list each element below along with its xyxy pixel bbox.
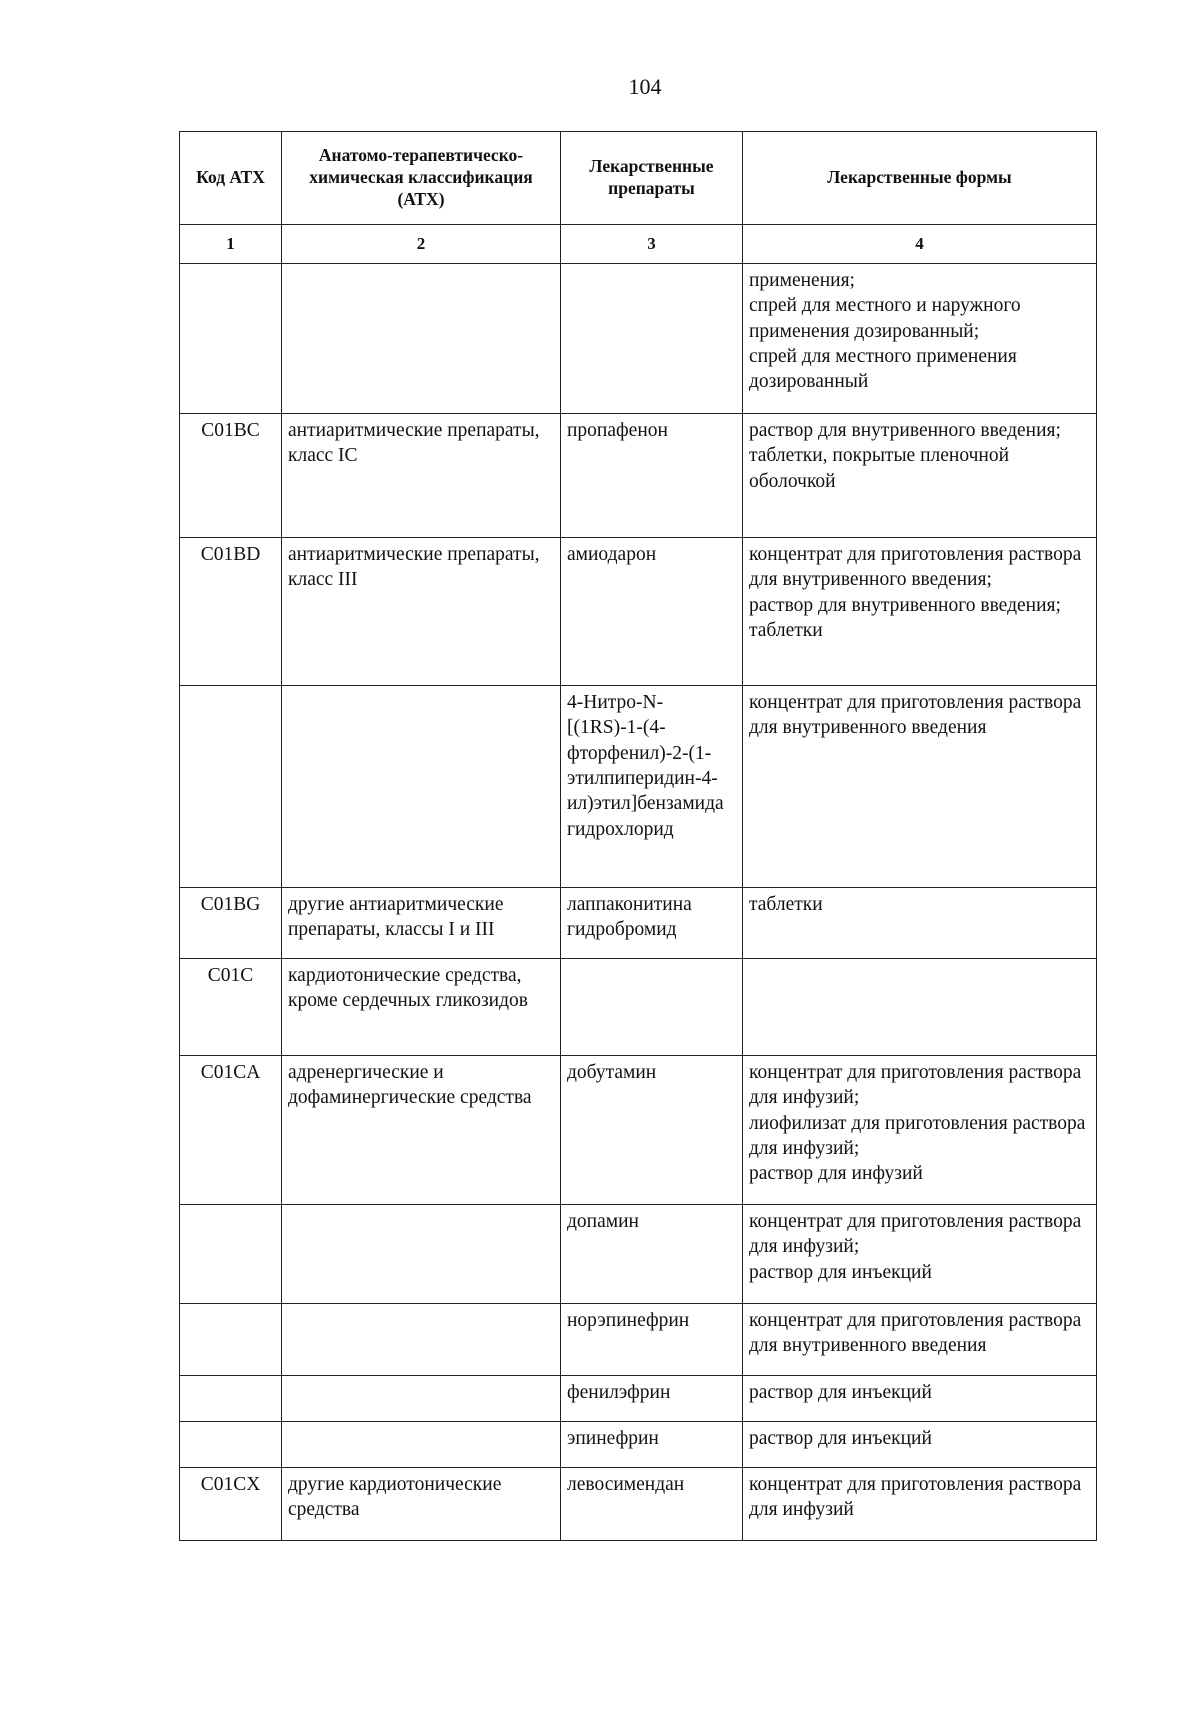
dosage-form-line: концентрат для приготовления раствора для внутривенного введения; bbox=[749, 544, 1082, 591]
atx-code-cell: C01C bbox=[180, 959, 282, 1056]
dosage-form-line: таблетки bbox=[749, 894, 823, 916]
drug-cell: допамин bbox=[561, 1205, 743, 1304]
column-number-row bbox=[180, 225, 1097, 264]
dosage-form-line: спрей для местного применения дозированный bbox=[749, 346, 1017, 393]
atx-code-cell bbox=[180, 1376, 282, 1422]
dosage-forms-cell bbox=[743, 1376, 1097, 1422]
atx-code-cell: C01BD bbox=[180, 538, 282, 686]
drug-cell bbox=[561, 959, 743, 1056]
classification-cell: другие антиаритмические препараты, классы I и III bbox=[282, 888, 561, 959]
dosage-forms-cell bbox=[743, 888, 1097, 959]
table-row bbox=[180, 1304, 1097, 1376]
column-number: 2 bbox=[282, 225, 561, 264]
dosage-form-line: концентрат для приготовления раствора для внутривенного введения bbox=[749, 1310, 1082, 1357]
dosage-form-line: концентрат для приготовления раствора для инфузий; bbox=[749, 1211, 1082, 1258]
classification-cell bbox=[282, 686, 561, 888]
dosage-form-line: таблетки bbox=[749, 620, 823, 642]
drug-cell: норэпинефрин bbox=[561, 1304, 743, 1376]
table-row bbox=[180, 538, 1097, 686]
classification-cell bbox=[282, 1304, 561, 1376]
dosage-forms-cell bbox=[743, 686, 1097, 888]
header-forms: Лекарственные формы bbox=[743, 132, 1097, 225]
dosage-form-line: раствор для инъекций bbox=[749, 1261, 932, 1283]
drug-cell: лаппаконитина гидробромид bbox=[561, 888, 743, 959]
atx-code-cell bbox=[180, 686, 282, 888]
drug-cell: 4-Нитро-N-[(1RS)-1-(4-фторфенил)-2-(1-этилпиперидин-4-ил)этил]бензамида гидрохлорид bbox=[561, 686, 743, 888]
dosage-forms-cell bbox=[743, 264, 1097, 414]
header-row bbox=[180, 132, 1097, 225]
dosage-form-line: раствор для внутривенного введения; bbox=[749, 594, 1061, 616]
table-row bbox=[180, 414, 1097, 538]
dosage-forms-cell bbox=[743, 1056, 1097, 1205]
column-number: 1 bbox=[180, 225, 282, 264]
atx-code-cell bbox=[180, 264, 282, 414]
drug-cell: амиодарон bbox=[561, 538, 743, 686]
dosage-form-line: спрей для местного и наружного применения дозированный; bbox=[749, 295, 1021, 342]
drug-cell bbox=[561, 264, 743, 414]
column-number: 4 bbox=[743, 225, 1097, 264]
table-row bbox=[180, 1468, 1097, 1541]
drug-cell: фенилэфрин bbox=[561, 1376, 743, 1422]
dosage-forms-cell bbox=[743, 1422, 1097, 1468]
table-row bbox=[180, 959, 1097, 1056]
dosage-form-line: раствор для инъекций bbox=[749, 1382, 932, 1404]
table-row bbox=[180, 686, 1097, 888]
table-body bbox=[180, 264, 1097, 1541]
classification-cell: антиаритмические препараты, класс IC bbox=[282, 414, 561, 538]
dosage-forms-cell bbox=[743, 959, 1097, 1056]
dosage-forms-cell bbox=[743, 538, 1097, 686]
dosage-form-line: концентрат для приготовления раствора для внутривенного введения bbox=[749, 692, 1082, 739]
header-code: Код АТХ bbox=[180, 132, 282, 225]
page-number: 104 bbox=[628, 74, 662, 99]
table-row bbox=[180, 1056, 1097, 1205]
dosage-form-line: концентрат для приготовления раствора для инфузий; bbox=[749, 1062, 1082, 1109]
atx-code-cell: C01CX bbox=[180, 1468, 282, 1541]
table-row bbox=[180, 1422, 1097, 1468]
table-row bbox=[180, 1376, 1097, 1422]
dosage-form-line: таблетки, покрытые пленочной оболочкой bbox=[749, 445, 1010, 492]
drug-cell: левосимендан bbox=[561, 1468, 743, 1541]
classification-cell: другие кардиотонические средства bbox=[282, 1468, 561, 1541]
classification-cell bbox=[282, 1422, 561, 1468]
drug-cell: эпинефрин bbox=[561, 1422, 743, 1468]
dosage-form-line: концентрат для приготовления раствора для инфузий bbox=[749, 1474, 1082, 1521]
drug-cell: добутамин bbox=[561, 1056, 743, 1205]
atx-code-cell: C01BG bbox=[180, 888, 282, 959]
dosage-form-line: раствор для внутривенного введения; bbox=[749, 420, 1061, 442]
classification-cell bbox=[282, 1376, 561, 1422]
table-row bbox=[180, 264, 1097, 414]
classification-cell: адренергические и дофаминергические средства bbox=[282, 1056, 561, 1205]
classification-cell bbox=[282, 264, 561, 414]
header-classification: Анатомо-терапевтическо-химическая классификация (АТХ) bbox=[282, 132, 561, 225]
classification-cell: антиаритмические препараты, класс III bbox=[282, 538, 561, 686]
atx-table bbox=[179, 131, 1097, 1541]
header-drugs: Лекарственные препараты bbox=[561, 132, 743, 225]
dosage-form-line: раствор для инъекций bbox=[749, 1428, 932, 1450]
dosage-form-line: лиофилизат для приготовления раствора для инфузий; bbox=[749, 1112, 1086, 1160]
dosage-forms-cell bbox=[743, 1205, 1097, 1304]
classification-cell: кардиотонические средства, кроме сердечных гликозидов bbox=[282, 959, 561, 1056]
column-number: 3 bbox=[561, 225, 743, 264]
table-row bbox=[180, 1205, 1097, 1304]
dosage-form-line: применения; bbox=[749, 270, 855, 292]
atx-code-cell bbox=[180, 1304, 282, 1376]
table-row bbox=[180, 888, 1097, 959]
classification-cell bbox=[282, 1205, 561, 1304]
atx-code-cell: C01BC bbox=[180, 414, 282, 538]
atx-code-cell: C01CA bbox=[180, 1056, 282, 1205]
atx-code-cell bbox=[180, 1205, 282, 1304]
drug-cell: пропафенон bbox=[561, 414, 743, 538]
dosage-form-line: раствор для инфузий bbox=[749, 1163, 923, 1185]
dosage-forms-cell bbox=[743, 414, 1097, 538]
atx-code-cell bbox=[180, 1422, 282, 1468]
dosage-forms-cell bbox=[743, 1468, 1097, 1541]
dosage-forms-cell bbox=[743, 1304, 1097, 1376]
